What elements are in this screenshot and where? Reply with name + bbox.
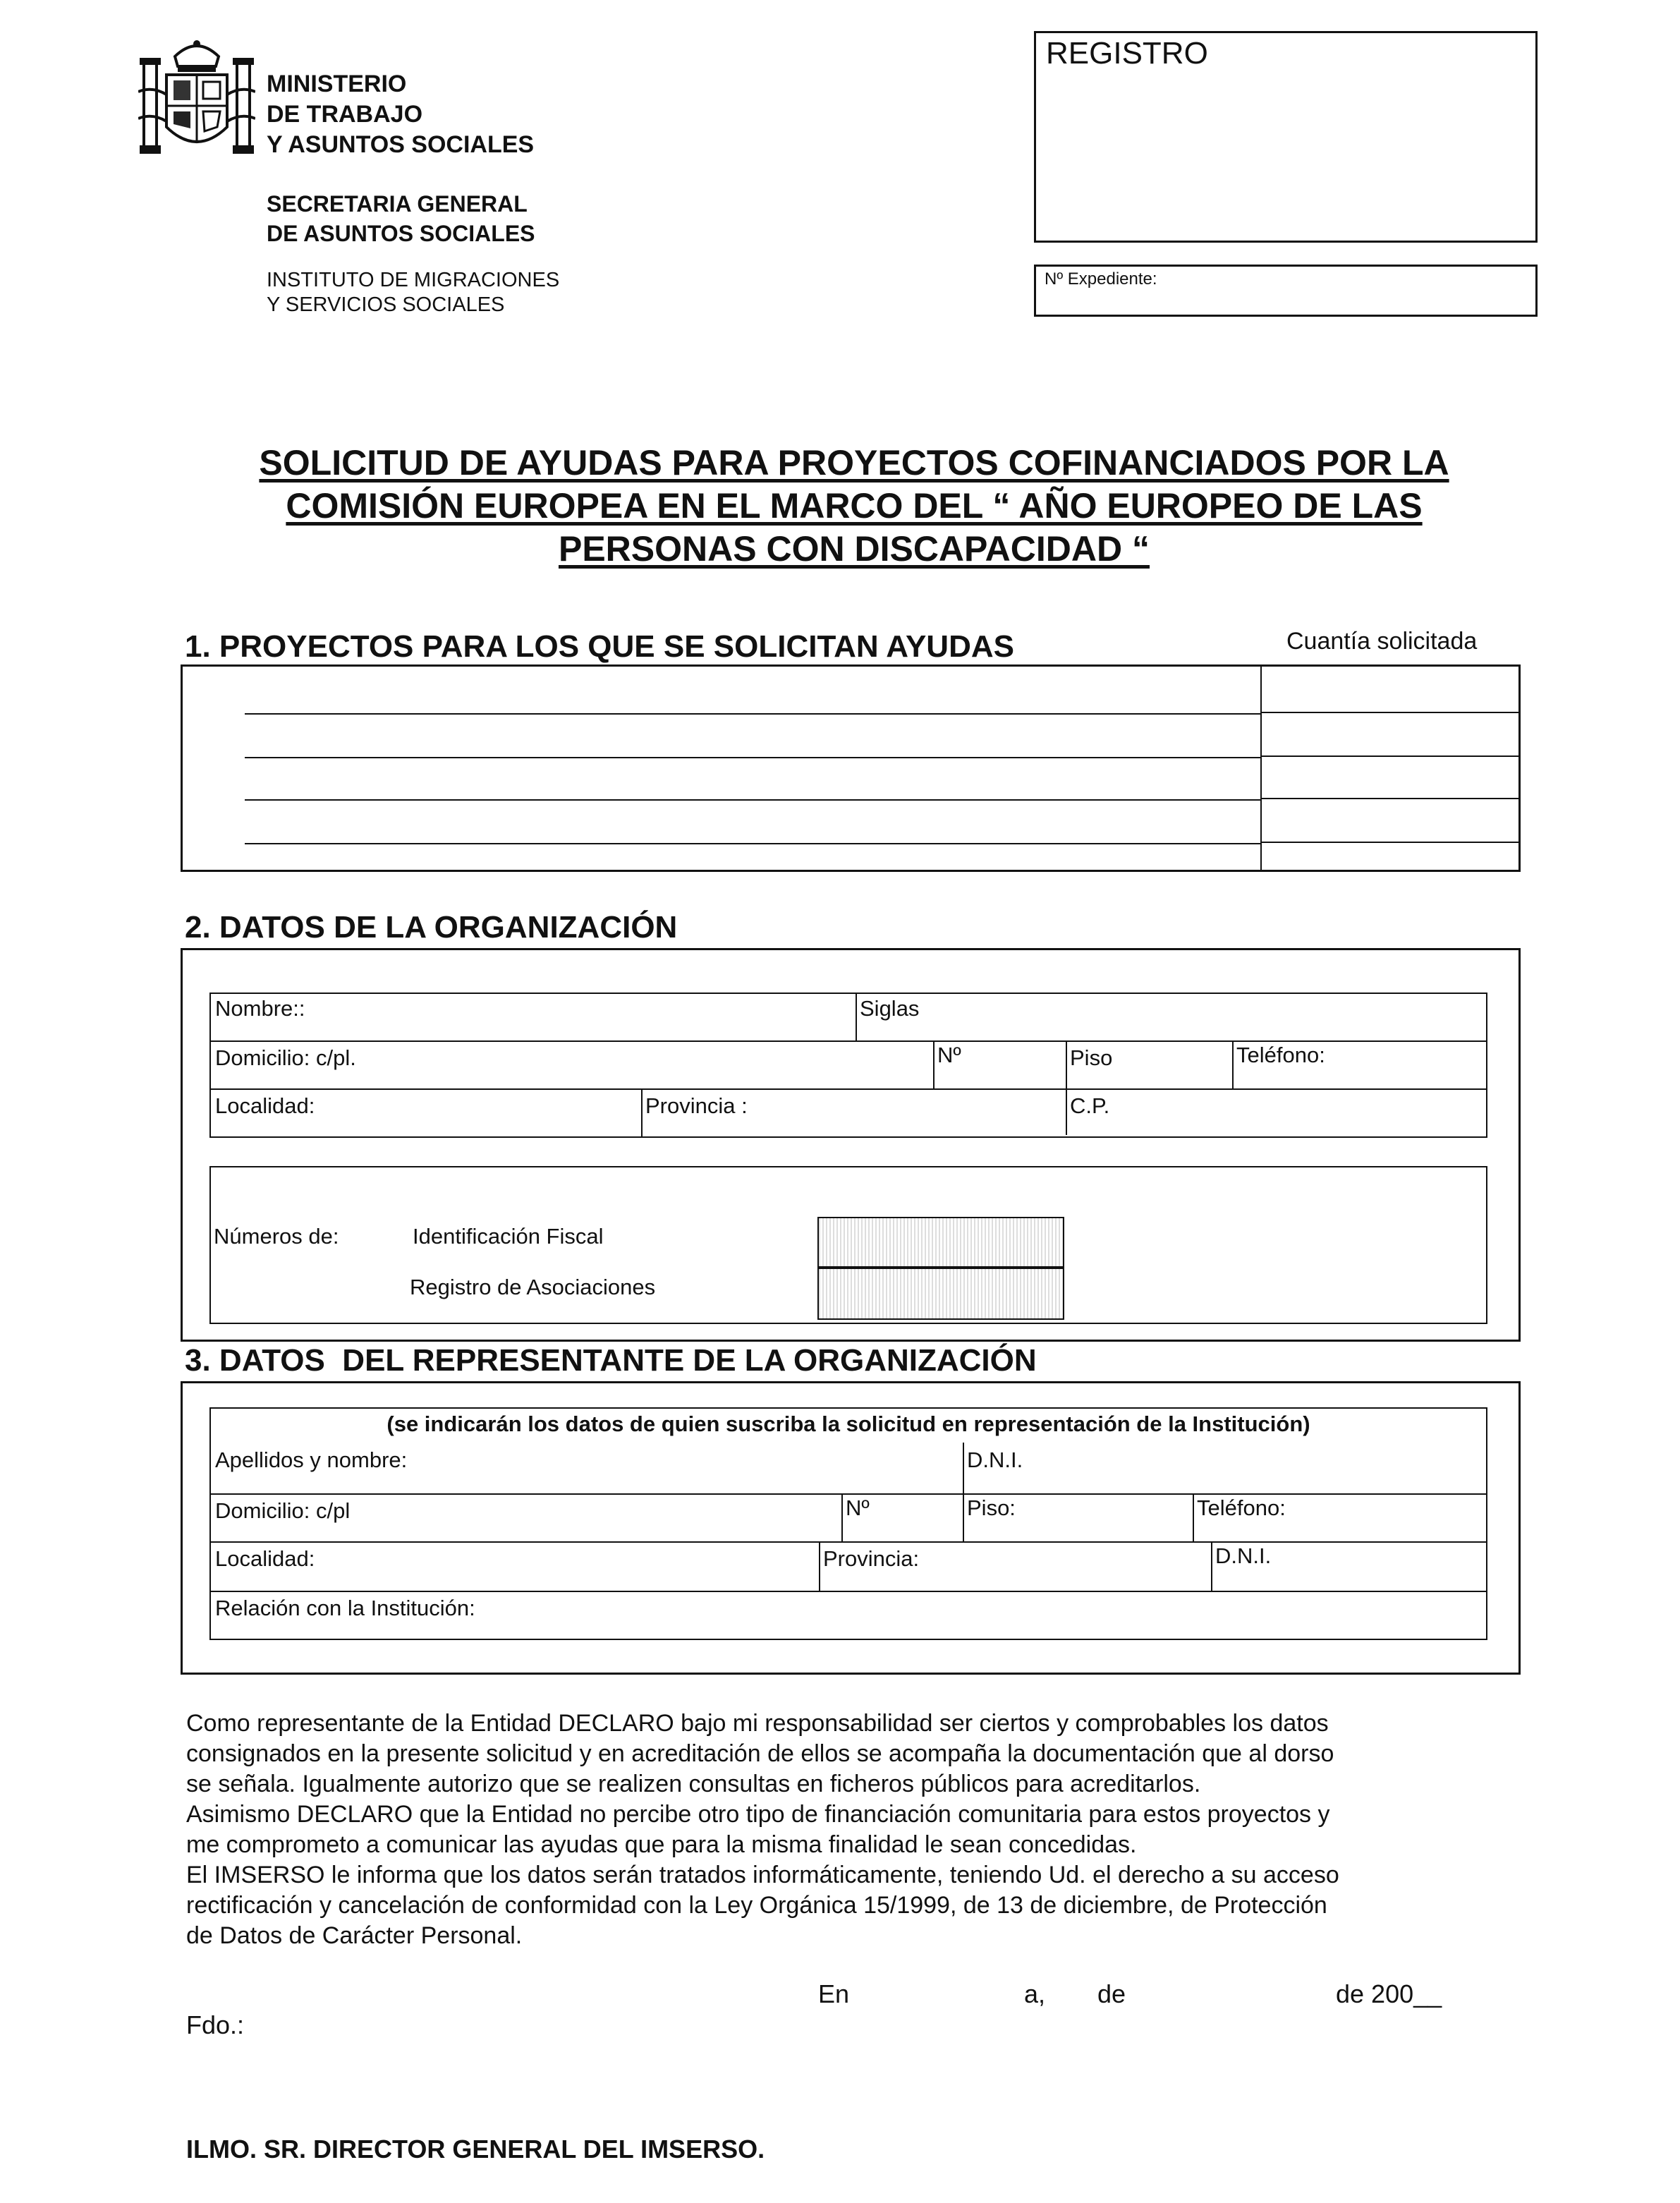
dni-field-1[interactable]: [963, 1445, 1486, 1493]
rep-provincia-field[interactable]: [819, 1541, 1211, 1591]
day-label: de: [1097, 1979, 1126, 2008]
numero-field[interactable]: [933, 1040, 1066, 1088]
declaration-line: se señala. Igualmente autorizo que se realizen consultas en ficheros públicos para acreditarlos.: [186, 1771, 1201, 1797]
rep-numero-label: Nº: [846, 1495, 870, 1520]
amount-row-line: [1260, 842, 1518, 843]
rep-telefono-field[interactable]: [1193, 1493, 1486, 1541]
relacion-label: Relación con la Institución:: [215, 1596, 475, 1620]
relacion-field[interactable]: [211, 1591, 1486, 1639]
declaration-line: rectificación y cancelación de conformidad con la Ley Orgánica 15/1999, de 13 de diciembre, de Protección: [186, 1892, 1327, 1919]
organization-address-grid: [209, 993, 1487, 1138]
apellidos-field[interactable]: [211, 1445, 963, 1493]
declaration-line: El IMSERSO le informa que los datos serán tratados informáticamente, teniendo Ud. el derecho a su acceso: [186, 1862, 1339, 1888]
year-label: de 200__: [1336, 1979, 1442, 2008]
representative-box: [181, 1381, 1521, 1675]
piso-label: Piso: [1070, 1045, 1113, 1070]
rep-telefono-label: Teléfono:: [1197, 1495, 1286, 1520]
project-line-3[interactable]: [245, 799, 1260, 801]
secretaria-name: [267, 189, 535, 248]
rep-provincia-label: Provincia:: [823, 1546, 920, 1571]
title-line: SOLICITUD DE AYUDAS PARA PROYECTOS COFINANCIADOS POR LA: [259, 443, 1449, 483]
place-label: En: [818, 1979, 850, 2008]
declaration-text: [186, 1709, 1470, 1951]
numero-label: Nº: [937, 1043, 961, 1067]
representative-note: (se indicarán los datos de quien suscriba la solicitud en representación de la Institución): [386, 1412, 1310, 1436]
telefono-label: Teléfono:: [1236, 1043, 1325, 1067]
section1-heading: 1. PROYECTOS PARA LOS QUE SE SOLICITAN AYUDAS: [185, 629, 1014, 664]
declaration-line: Asimismo DECLARO que la Entidad no percibe otro tipo de financiación comunitaria para estos proyectos y: [186, 1801, 1330, 1828]
registro-box: [1034, 31, 1538, 243]
amount-row-line: [1260, 798, 1518, 799]
piso-field[interactable]: [1066, 1040, 1232, 1088]
registro-asoc-field[interactable]: [817, 1268, 1064, 1320]
amount-column-divider: [1260, 667, 1262, 870]
localidad-label: Localidad:: [215, 1093, 315, 1118]
amount-header: Cuantía solicitada: [1286, 628, 1478, 655]
rep-numero-field[interactable]: [841, 1493, 963, 1541]
dni-label-1: D.N.I.: [967, 1448, 1023, 1472]
cp-label: C.P.: [1070, 1093, 1110, 1118]
addressee: ILMO. SR. DIRECTOR GENERAL DEL IMSERSO.: [186, 2135, 765, 2163]
instituto-name: [267, 268, 559, 317]
organization-numbers-box: [209, 1166, 1487, 1324]
instituto-line: Y SERVICIOS SOCIALES: [267, 293, 505, 316]
expediente-label: Nº Expediente:: [1045, 269, 1157, 289]
declaration-line: Como representante de la Entidad DECLARO bajo mi responsabilidad ser ciertos y comprobables los datos: [186, 1710, 1329, 1737]
representative-grid: [209, 1407, 1487, 1640]
section2-heading: 2. DATOS DE LA ORGANIZACIÓN: [185, 910, 678, 945]
dni-field-2[interactable]: [1211, 1541, 1486, 1591]
projects-table: [181, 664, 1521, 872]
provincia-field[interactable]: [641, 1088, 1066, 1136]
cp-field[interactable]: [1066, 1088, 1486, 1136]
instituto-line: INSTITUTO DE MIGRACIONES: [267, 269, 560, 291]
nombre-field[interactable]: [211, 994, 856, 1040]
siglas-field[interactable]: [856, 994, 1486, 1040]
id-fiscal-field[interactable]: [817, 1217, 1064, 1268]
title-line: COMISIÓN EUROPEA EN EL MARCO DEL “ AÑO EUROPEO DE LAS: [286, 486, 1423, 526]
registro-asoc-label: Registro de Asociaciones: [410, 1275, 656, 1299]
registro-label: REGISTRO: [1046, 36, 1208, 71]
ministry-line: MINISTERIO: [267, 71, 407, 97]
amount-row-line: [1260, 712, 1518, 713]
nombre-label: Nombre::: [215, 996, 305, 1021]
numeros-de-label: Números de:: [214, 1224, 339, 1249]
secretaria-line: SECRETARIA GENERAL: [267, 191, 528, 217]
rep-piso-field[interactable]: [963, 1493, 1193, 1541]
siglas-label: Siglas: [860, 996, 920, 1021]
organization-box: [181, 948, 1521, 1342]
ministry-line: DE TRABAJO: [267, 101, 423, 128]
provincia-label: Provincia :: [645, 1093, 748, 1118]
rep-domicilio-label: Domicilio: c/pl: [215, 1498, 351, 1523]
signature-label: Fdo.:: [186, 2010, 245, 2039]
localidad-field[interactable]: [211, 1088, 641, 1136]
project-line-4[interactable]: [245, 843, 1260, 844]
declaration-line: consignados en la presente solicitud y en acreditación de ellos se acompaña la documentación que al dorso: [186, 1740, 1334, 1767]
ministry-line: Y ASUNTOS SOCIALES: [267, 131, 535, 158]
rep-piso-label: Piso:: [967, 1495, 1016, 1520]
declaration-line: me comprometo a comunicar las ayudas que para la misma finalidad le sean concedidas.: [186, 1831, 1137, 1858]
amount-row-line: [1260, 755, 1518, 757]
rep-localidad-field[interactable]: [211, 1541, 819, 1591]
declaration-line: de Datos de Carácter Personal.: [186, 1922, 523, 1949]
apellidos-label: Apellidos y nombre:: [215, 1448, 408, 1472]
project-line-2[interactable]: [245, 757, 1260, 758]
id-fiscal-label: Identificación Fiscal: [413, 1224, 604, 1249]
rep-domicilio-field[interactable]: [211, 1493, 841, 1541]
telefono-field[interactable]: [1232, 1040, 1486, 1088]
project-line-1[interactable]: [245, 713, 1260, 715]
expediente-field[interactable]: [1034, 265, 1538, 317]
domicilio-field[interactable]: [211, 1040, 933, 1088]
a-label: a,: [1024, 1979, 1046, 2008]
dni-label-2: D.N.I.: [1215, 1543, 1272, 1568]
secretaria-line: DE ASUNTOS SOCIALES: [267, 221, 535, 246]
section3-heading: 3. DATOS DEL REPRESENTANTE DE LA ORGANIZACIÓN: [185, 1343, 1037, 1378]
domicilio-label: Domicilio: c/pl.: [215, 1045, 356, 1070]
title-line: PERSONAS CON DISCAPACIDAD “: [558, 529, 1150, 569]
ministry-name: [267, 69, 534, 160]
coat-of-arms-logo: [138, 35, 255, 157]
rep-localidad-label: Localidad:: [215, 1546, 315, 1571]
